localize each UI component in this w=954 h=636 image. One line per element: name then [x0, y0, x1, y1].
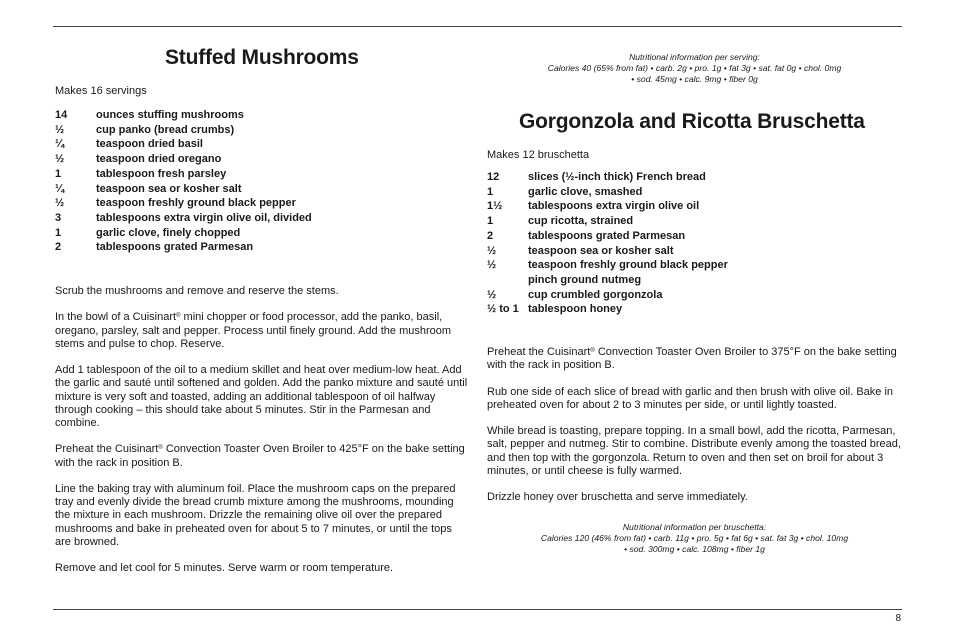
- ingredient-row: [55, 137, 312, 152]
- instruction-step: Add 1 tablespoon of the oil to a medium skillet and heat over medium-low heat. Add the garlic and sauté until softened and golden. Add the panko mixture and sauté until mixture is very soft and toasted, adding an additional tablespoon of oil halfway through cooking – this should take about 5 minutes. Stir in the Parmesan and combine.: [55, 364, 468, 429]
- ingredient-item: cup crumbled gorgonzola: [528, 288, 663, 301]
- instruction-step: [55, 311, 470, 351]
- ingredient-item: tablespoons extra virgin olive oil: [528, 200, 700, 213]
- ingredient-item: tablespoons grated Parmesan: [96, 241, 254, 254]
- ingredient-row: [487, 229, 728, 244]
- ingredient-qty: ¼: [55, 138, 65, 151]
- instruction-text: Preheat the Cuisinart: [55, 443, 159, 456]
- ingredient-qty: 1: [55, 167, 62, 180]
- ingredient-item: teaspoon dried oregano: [96, 153, 222, 166]
- ingredient-row: [55, 108, 312, 123]
- instruction-step: Line the baking tray with aluminum foil. Place the mushroom caps on the prepared tray and evenly divide the bread crumb mixture among the mushrooms, mounding the mixture in each mushroom. Drizzle the remaining olive oil over the prepared mushrooms and bake in preheated oven for about 5 to 7 minutes, or until the tops are browned.: [55, 482, 456, 548]
- ingredient-item: teaspoon freshly ground black pepper: [96, 197, 296, 210]
- recipe-title: Gorgonzola and Ricotta Bruschetta: [519, 110, 865, 133]
- ingredient-qty: 14: [55, 109, 68, 121]
- ingredient-qty: ½: [487, 259, 497, 272]
- ingredient-qty: ½: [55, 197, 65, 210]
- top-rule: [53, 26, 902, 27]
- instructions: [55, 285, 470, 589]
- ingredient-qty: ½: [487, 288, 497, 301]
- page-number: 8: [895, 613, 901, 624]
- nutrition-heading: Nutritional information per bruschetta:: [622, 522, 767, 532]
- ingredient-item: teaspoon sea or kosher salt: [96, 182, 242, 195]
- instruction-text: Convection Toaster Oven Broiler to 425°F on the bake setting with the rack in position B.: [55, 443, 465, 469]
- ingredient-item: tablespoon honey: [528, 303, 623, 316]
- ingredient-qty: [487, 273, 528, 288]
- ingredient-qty: 2: [487, 229, 494, 242]
- ingredient-qty: ½: [55, 123, 65, 136]
- ingredient-qty: ½: [55, 153, 65, 166]
- ingredient-qty: ½ to 1: [487, 303, 519, 316]
- nutrition-info-mushrooms: [487, 52, 902, 85]
- instruction-text: In the bowl of a Cuisinart: [55, 311, 177, 324]
- ingredient-qty: 2: [55, 241, 62, 254]
- instruction-step: Drizzle honey over bruschetta and serve immediately.: [487, 491, 748, 504]
- ingredient-row: [487, 199, 728, 214]
- ingredient-row: [487, 170, 728, 185]
- ingredient-item: teaspoon freshly ground black pepper: [528, 259, 728, 272]
- nutrition-line: • sod. 300mg • calc. 108mg • fiber 1g: [624, 544, 765, 554]
- ingredient-row: [55, 182, 312, 197]
- registered-mark: ®: [176, 313, 181, 320]
- ingredient-row: [55, 226, 312, 241]
- ingredient-list: [55, 108, 312, 255]
- instruction-step: [55, 443, 470, 469]
- registered-mark: ®: [158, 445, 163, 452]
- ingredient-item: cup panko (bread crumbs): [96, 123, 235, 136]
- ingredient-qty: ¼: [55, 182, 65, 195]
- ingredient-item: garlic clove, finely chopped: [96, 226, 241, 239]
- ingredient-row: [55, 152, 312, 167]
- ingredient-row: [487, 185, 728, 200]
- nutrition-line: Calories 120 (46% from fat) • carb. 11g • pro. 5g • fat 6g • sat. fat 3g • chol. 10mg: [540, 533, 849, 543]
- ingredient-row: [487, 302, 728, 317]
- ingredient-row: [487, 258, 728, 273]
- instruction-text: Preheat the Cuisinart: [487, 346, 591, 358]
- ingredient-item: garlic clove, smashed: [528, 185, 643, 198]
- nutrition-line: • sod. 45mg • calc. 9mg • fiber 0g: [631, 74, 758, 84]
- ingredient-item: slices (½-inch thick) French bread: [528, 171, 706, 183]
- ingredient-row: [487, 273, 728, 288]
- instruction-text: Convection Toaster Oven Broiler to 375°F on the bake setting with the rack in position B.: [487, 346, 897, 372]
- instructions: [487, 346, 902, 518]
- ingredient-row: [55, 196, 312, 211]
- ingredient-item: teaspoon sea or kosher salt: [528, 244, 674, 257]
- ingredient-row: [487, 288, 728, 303]
- ingredient-qty: 1½: [487, 200, 503, 213]
- ingredient-qty: 1: [487, 215, 494, 228]
- nutrition-line: Calories 40 (65% from fat) • carb. 2g • pro. 1g • fat 3g • sat. fat 0g • chol. 0mg: [547, 63, 842, 73]
- ingredient-qty: 1: [487, 185, 494, 198]
- ingredient-qty: 1: [55, 226, 62, 239]
- recipe-title: Stuffed Mushrooms: [165, 46, 359, 69]
- ingredient-row: [55, 167, 312, 182]
- nutrition-heading: Nutritional information per serving:: [629, 52, 760, 62]
- ingredient-item: tablespoons grated Parmesan: [528, 229, 686, 242]
- ingredient-qty: 12: [487, 171, 500, 183]
- registered-mark: ®: [590, 348, 595, 354]
- ingredient-row: [55, 211, 312, 226]
- ingredient-item: teaspoon dried basil: [96, 138, 203, 151]
- ingredient-item: ounces stuffing mushrooms: [96, 109, 244, 121]
- bottom-rule: [53, 609, 902, 610]
- ingredient-row: [487, 244, 728, 259]
- ingredient-qty: ½: [487, 244, 497, 257]
- ingredient-list: [487, 170, 728, 317]
- ingredient-item: cup ricotta, strained: [528, 215, 634, 228]
- instruction-text: mini chopper or food processor, add the panko, basil, oregano, parsley, salt and pepper. Process until finely ground. Add the mushroom stems and pulse to chop. Reserve.: [55, 311, 452, 350]
- instruction-step: [487, 346, 902, 372]
- ingredient-item: pinch ground nutmeg: [528, 273, 642, 286]
- instruction-step: Remove and let cool for 5 minutes. Serve warm or room temperature.: [55, 562, 394, 575]
- ingredient-qty: 3: [55, 211, 62, 224]
- ingredient-item: tablespoons extra virgin olive oil, divided: [96, 211, 312, 224]
- nutrition-info-bruschetta: [487, 522, 902, 555]
- instruction-step: While bread is toasting, prepare topping. In a small bowl, add the ricotta, Parmesan, salt, pepper and nutmeg. Stir to combine. Distribute evenly among the toasted bread, and then top with the gorgonzola. Return to oven and then set on broil for about 3 minutes, or until cheese is fully warmed.: [487, 425, 901, 477]
- ingredient-row: [55, 240, 312, 255]
- ingredient-row: [487, 214, 728, 229]
- ingredient-row: [55, 123, 312, 138]
- servings: Makes 16 servings: [55, 85, 147, 97]
- ingredient-item: tablespoon fresh parsley: [96, 167, 227, 180]
- servings: Makes 12 bruschetta: [487, 149, 590, 161]
- instruction-step: Scrub the mushrooms and remove and reserve the stems.: [55, 285, 339, 297]
- instruction-step: Rub one side of each slice of bread with garlic and then brush with olive oil. Bake in preheated oven for about 2 to 3 minutes per side, or until lightly toasted.: [487, 385, 894, 411]
